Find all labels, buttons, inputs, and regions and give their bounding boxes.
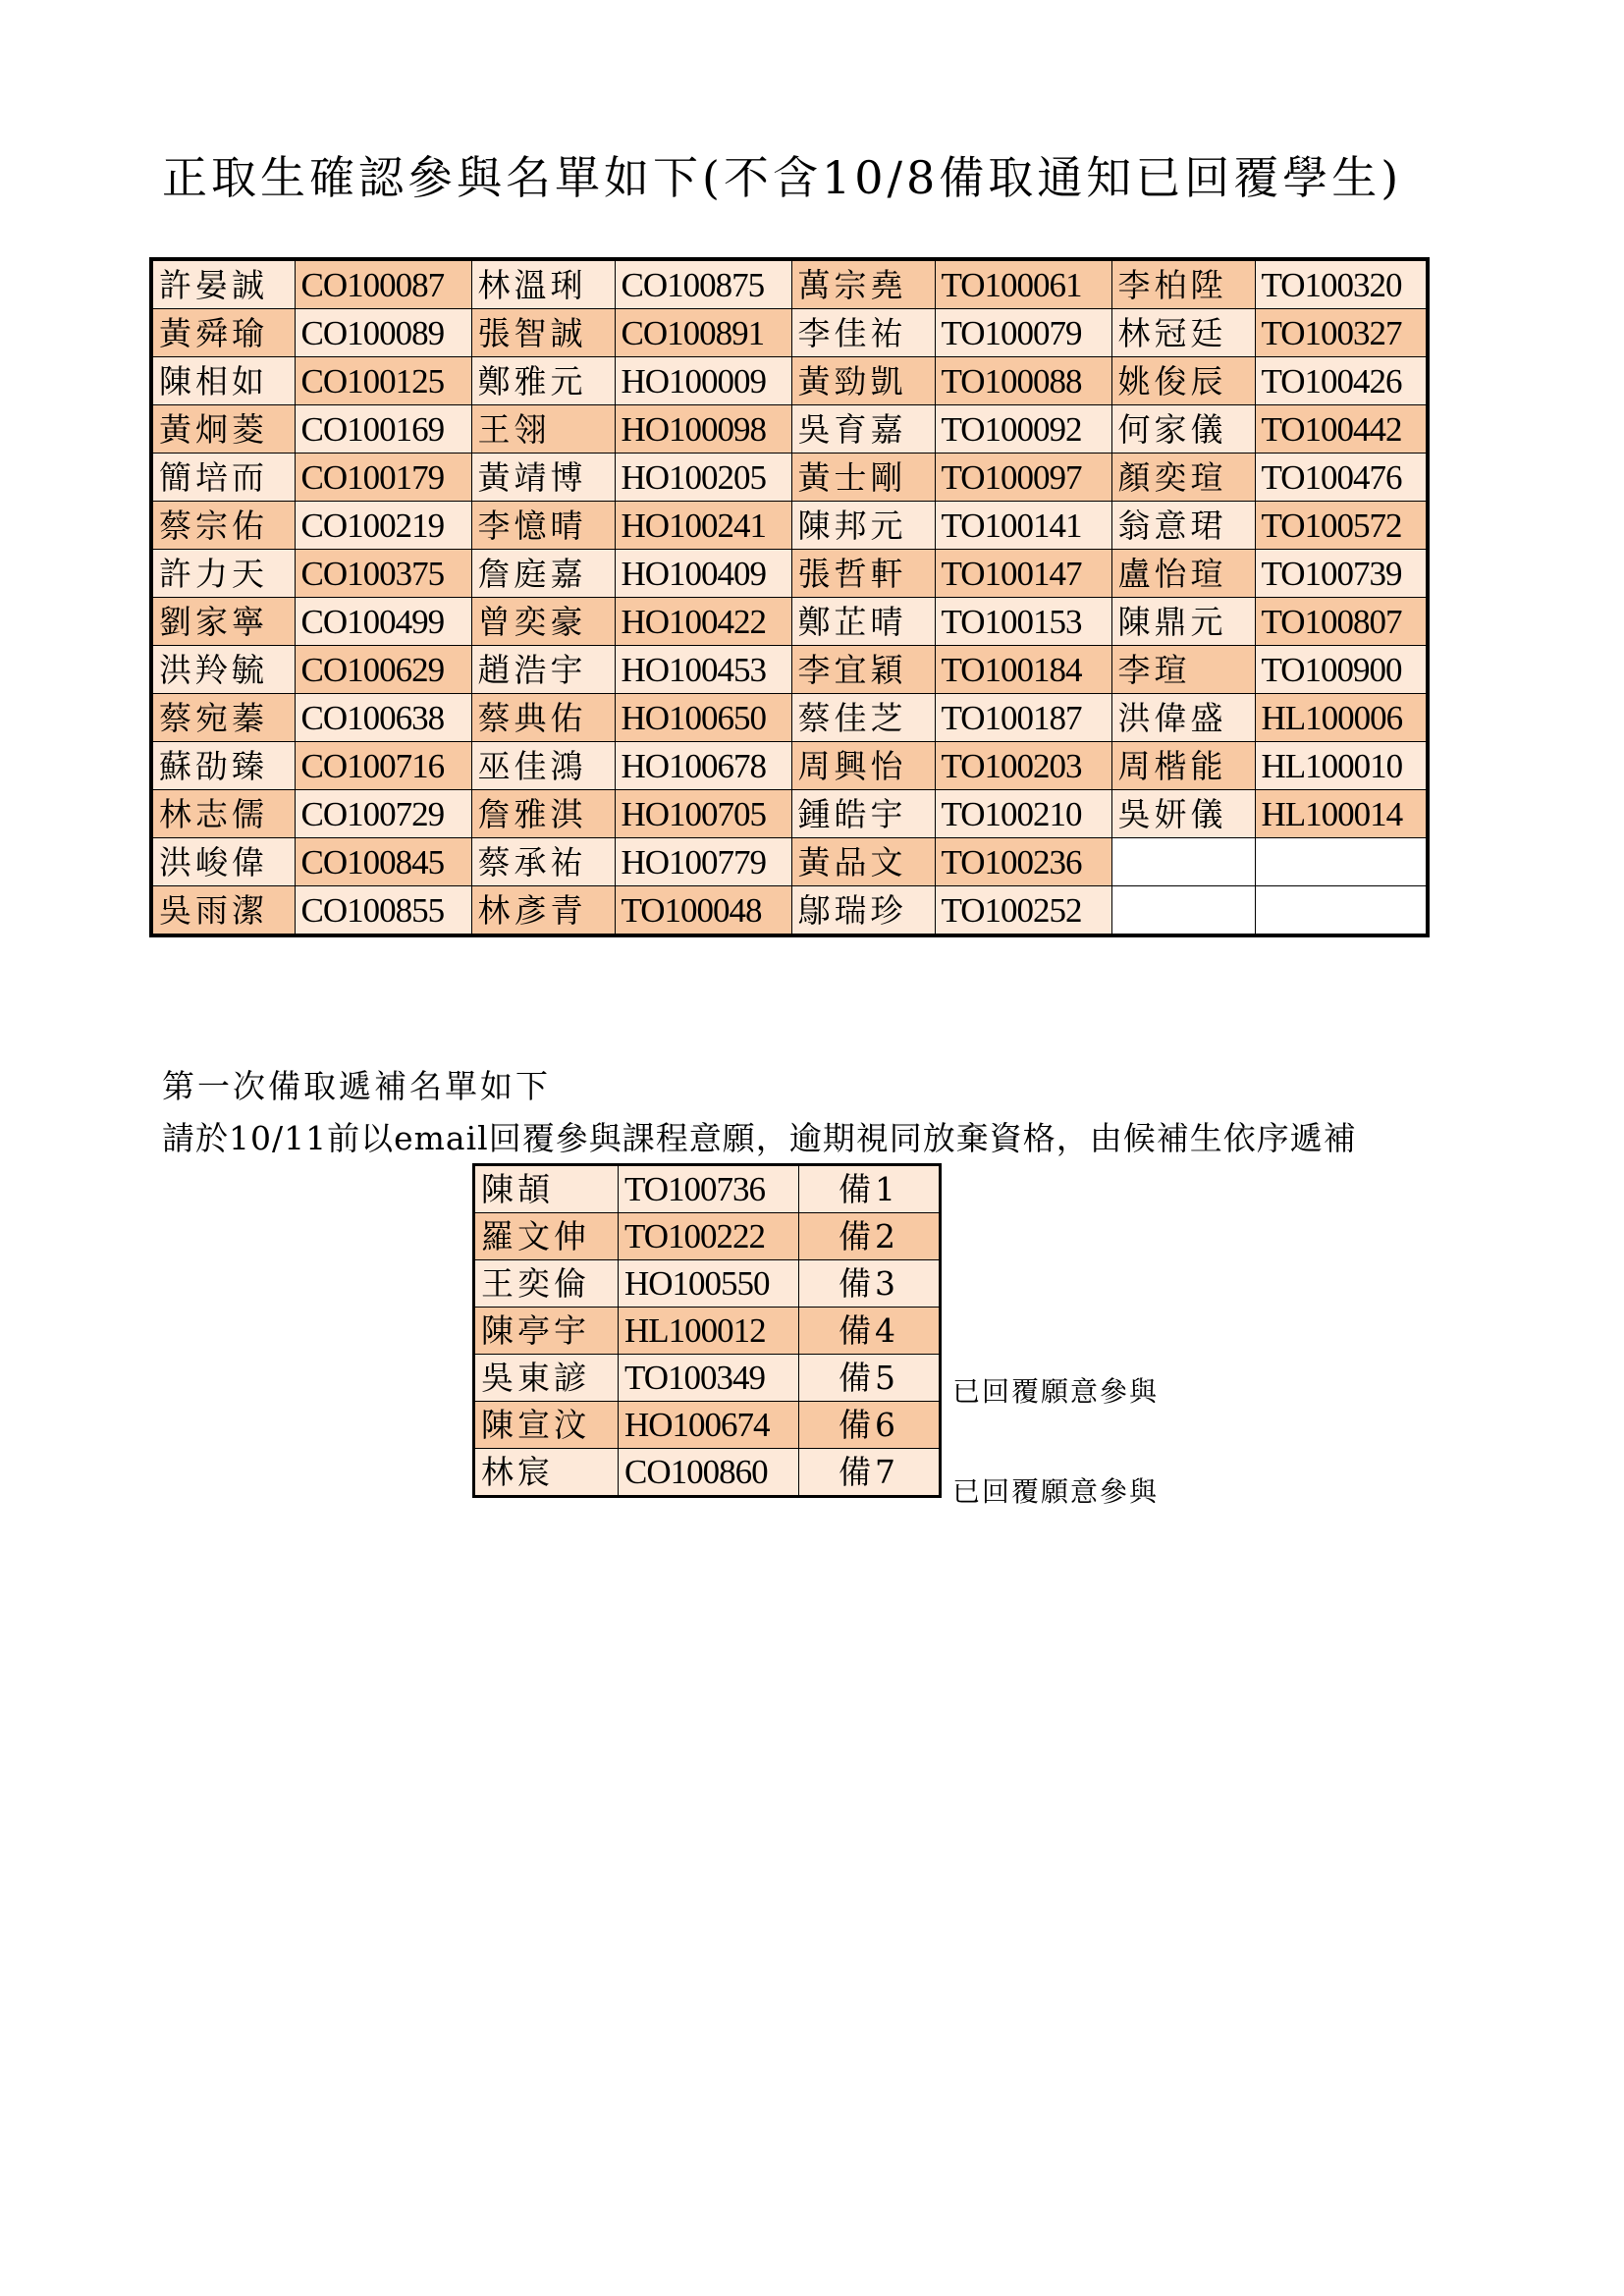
list-item [474,1449,941,1497]
waitlist-rank-cell: 備3 [799,1260,941,1308]
student-id-cell: CO100179 [295,454,471,502]
student-name-cell: 李憶晴 [471,502,615,550]
student-id-cell: HO100009 [615,357,791,405]
table-row [151,405,1428,454]
student-id-cell: TO100088 [935,357,1111,405]
waitlist-rank-cell: 備7 [799,1449,941,1497]
student-id-cell: TO100061 [935,259,1111,309]
waitlist-id-cell: TO100736 [619,1165,799,1213]
student-id-cell: CO100875 [615,259,791,309]
waitlist-name-cell: 林宸 [474,1449,619,1497]
student-name-cell: 洪羚毓 [151,646,295,694]
student-id-cell: TO100236 [935,838,1111,886]
student-name-cell: 黃靖博 [471,454,615,502]
student-id-cell: TO100210 [935,790,1111,838]
student-name-cell: 詹雅淇 [471,790,615,838]
student-id-cell [1255,838,1428,886]
student-id-cell: TO100203 [935,742,1111,790]
student-id-cell: HO100779 [615,838,791,886]
table-row [151,598,1428,646]
student-name-cell: 吳育嘉 [791,405,935,454]
table-row [151,502,1428,550]
student-id-cell: TO100900 [1255,646,1428,694]
admitted-students-table [149,257,1430,937]
waitlist-rank-cell: 備2 [799,1213,941,1260]
page-title: 正取生確認參與名單如下(不含10/8備取通知已回覆學生) [162,151,1403,204]
waitlist-name-cell: 陳頡 [474,1165,619,1213]
student-name-cell: 許力天 [151,550,295,598]
student-id-cell: TO100092 [935,405,1111,454]
student-id-cell: CO100089 [295,309,471,357]
student-name-cell: 姚俊辰 [1111,357,1255,405]
student-id-cell: CO100629 [295,646,471,694]
student-id-cell: CO100125 [295,357,471,405]
waitlist-id-cell: TO100349 [619,1355,799,1402]
student-name-cell: 林冠廷 [1111,309,1255,357]
waitlist-id-cell: TO100222 [619,1213,799,1260]
student-name-cell: 詹庭嘉 [471,550,615,598]
table-row [151,309,1428,357]
student-name-cell: 李柏陞 [1111,259,1255,309]
student-name-cell: 李宜穎 [791,646,935,694]
waitlist-rank-cell: 備6 [799,1402,941,1449]
student-name-cell: 蔡宗佑 [151,502,295,550]
student-name-cell [1111,838,1255,886]
student-name-cell: 劉家寧 [151,598,295,646]
table-row [151,838,1428,886]
student-id-cell: TO100079 [935,309,1111,357]
student-id-cell: HO100241 [615,502,791,550]
student-name-cell: 洪峻偉 [151,838,295,886]
student-name-cell: 鄔瑞珍 [791,886,935,936]
waitlist-id-cell: HO100550 [619,1260,799,1308]
student-name-cell: 鍾皓宇 [791,790,935,838]
student-id-cell: TO100187 [935,694,1111,742]
student-id-cell: CO100169 [295,405,471,454]
list-item [474,1402,941,1449]
student-name-cell: 吳妍儀 [1111,790,1255,838]
student-name-cell: 洪偉盛 [1111,694,1255,742]
student-id-cell: HO100678 [615,742,791,790]
waitlist-rank-cell: 備5 [799,1355,941,1402]
waitlist-id-cell: CO100860 [619,1449,799,1497]
waitlist-name-cell: 羅文伸 [474,1213,619,1260]
waitlist-id-cell: HL100012 [619,1308,799,1355]
student-name-cell: 簡培而 [151,454,295,502]
student-id-cell: TO100153 [935,598,1111,646]
student-id-cell: HO100409 [615,550,791,598]
student-id-cell: CO100855 [295,886,471,936]
student-id-cell: HO100205 [615,454,791,502]
student-name-cell: 黃炯菱 [151,405,295,454]
student-id-cell: TO100141 [935,502,1111,550]
student-id-cell: HO100098 [615,405,791,454]
student-id-cell: TO100147 [935,550,1111,598]
student-name-cell: 黃舜瑜 [151,309,295,357]
student-name-cell: 曾奕豪 [471,598,615,646]
student-id-cell: TO100097 [935,454,1111,502]
student-name-cell: 何家儀 [1111,405,1255,454]
student-name-cell: 李佳祐 [791,309,935,357]
student-id-cell: HO100453 [615,646,791,694]
waitlist-id-cell: HO100674 [619,1402,799,1449]
student-id-cell: HL100010 [1255,742,1428,790]
student-name-cell: 陳鼎元 [1111,598,1255,646]
student-name-cell: 蔡承祐 [471,838,615,886]
table-row [151,550,1428,598]
waitlist-name-cell: 吳東諺 [474,1355,619,1402]
student-id-cell: TO100426 [1255,357,1428,405]
student-id-cell [1255,886,1428,936]
student-id-cell: CO100729 [295,790,471,838]
student-id-cell: HL100006 [1255,694,1428,742]
list-item [474,1308,941,1355]
student-name-cell: 萬宗堯 [791,259,935,309]
student-id-cell: TO100572 [1255,502,1428,550]
waitlist-rank-cell: 備4 [799,1308,941,1355]
student-name-cell: 鄭芷晴 [791,598,935,646]
student-id-cell: TO100327 [1255,309,1428,357]
student-name-cell: 顏奕瑄 [1111,454,1255,502]
student-name-cell: 蔡佳芝 [791,694,935,742]
waitlist-rank-cell: 備1 [799,1165,941,1213]
waitlist-name-cell: 王奕倫 [474,1260,619,1308]
student-id-cell: TO100442 [1255,405,1428,454]
student-name-cell: 李瑄 [1111,646,1255,694]
list-item [474,1355,941,1402]
table-row [151,742,1428,790]
student-name-cell [1111,886,1255,936]
student-id-cell: CO100219 [295,502,471,550]
student-name-cell: 黃勁凱 [791,357,935,405]
student-name-cell: 趙浩宇 [471,646,615,694]
student-id-cell: TO100476 [1255,454,1428,502]
student-id-cell: CO100638 [295,694,471,742]
student-id-cell: HO100422 [615,598,791,646]
student-name-cell: 鄭雅元 [471,357,615,405]
list-item [474,1260,941,1308]
student-name-cell: 蘇劭臻 [151,742,295,790]
student-name-cell: 周興怡 [791,742,935,790]
student-name-cell: 許晏誠 [151,259,295,309]
remark-text: 已回覆願意參與 [952,1375,1160,1408]
student-name-cell: 翁意珺 [1111,502,1255,550]
waitlist-title: 第一次備取遞補名單如下 [162,1067,551,1105]
student-id-cell: HO100705 [615,790,791,838]
student-name-cell: 黃士剛 [791,454,935,502]
table-row [151,357,1428,405]
student-name-cell: 林溫琍 [471,259,615,309]
student-id-cell: CO100891 [615,309,791,357]
student-id-cell: TO100048 [615,886,791,936]
student-name-cell: 周楷能 [1111,742,1255,790]
table-row [151,646,1428,694]
student-name-cell: 陳邦元 [791,502,935,550]
student-id-cell: CO100087 [295,259,471,309]
student-id-cell: CO100845 [295,838,471,886]
table-row [151,454,1428,502]
table-row [151,694,1428,742]
student-name-cell: 王翎 [471,405,615,454]
student-id-cell: TO100739 [1255,550,1428,598]
student-id-cell: TO100184 [935,646,1111,694]
student-name-cell: 黃品文 [791,838,935,886]
waitlist-table [472,1163,942,1498]
student-id-cell: TO100807 [1255,598,1428,646]
student-name-cell: 張智誠 [471,309,615,357]
list-item [474,1165,941,1213]
waitlist-note: 請於10/11前以email回覆參與課程意願，逾期視同放棄資格，由候補生依序遞補 [162,1119,1357,1157]
student-name-cell: 蔡典佑 [471,694,615,742]
student-name-cell: 林彥青 [471,886,615,936]
table-row [151,886,1428,936]
student-id-cell: CO100499 [295,598,471,646]
student-name-cell: 張哲軒 [791,550,935,598]
list-item [474,1213,941,1260]
student-id-cell: HO100650 [615,694,791,742]
student-name-cell: 蔡宛蓁 [151,694,295,742]
waitlist-name-cell: 陳宣汶 [474,1402,619,1449]
waitlist-name-cell: 陳亭宇 [474,1308,619,1355]
student-id-cell: TO100320 [1255,259,1428,309]
remark-text: 已回覆願意參與 [952,1475,1160,1508]
student-name-cell: 吳雨潔 [151,886,295,936]
table-row [151,259,1428,309]
student-id-cell: HL100014 [1255,790,1428,838]
student-name-cell: 陳相如 [151,357,295,405]
student-name-cell: 盧怡瑄 [1111,550,1255,598]
student-id-cell: CO100375 [295,550,471,598]
table-row [151,790,1428,838]
student-name-cell: 林志儒 [151,790,295,838]
student-id-cell: TO100252 [935,886,1111,936]
student-name-cell: 巫佳鴻 [471,742,615,790]
student-id-cell: CO100716 [295,742,471,790]
